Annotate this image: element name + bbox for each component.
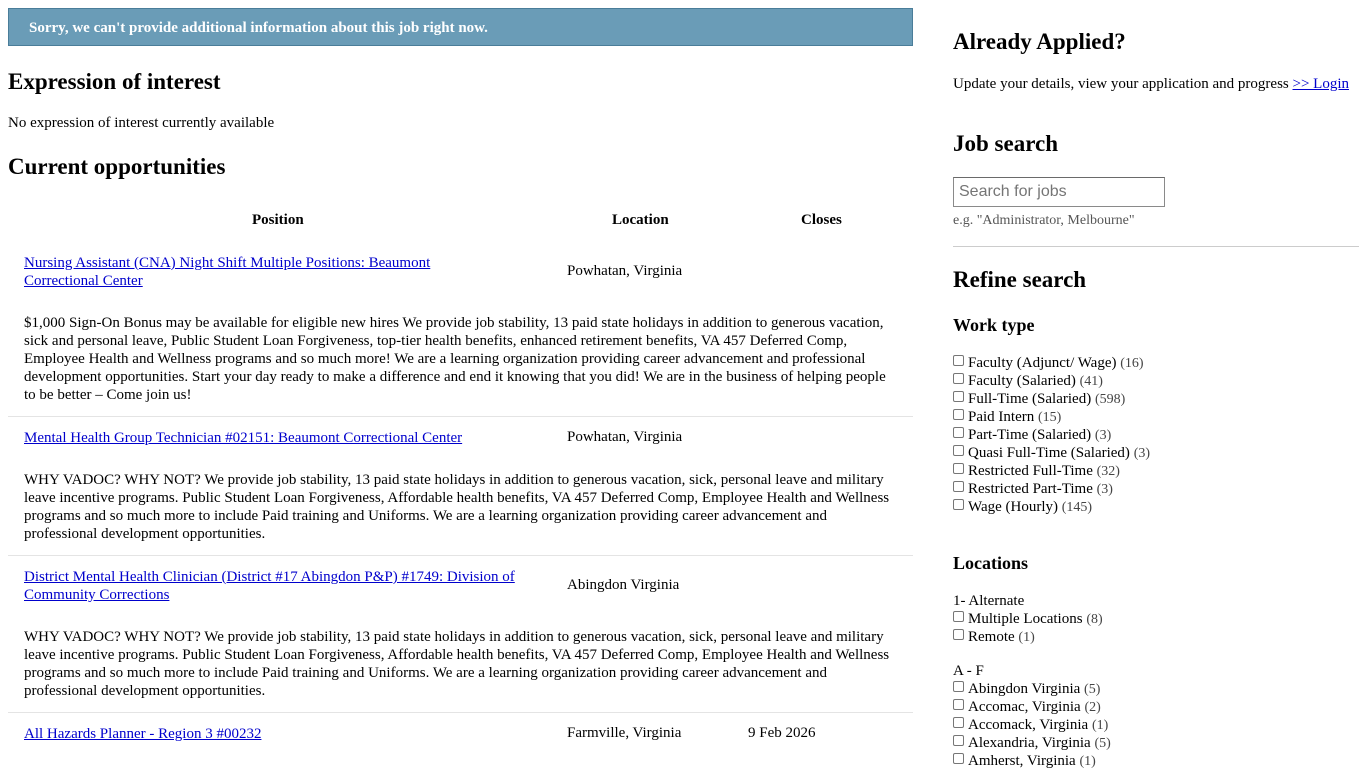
search-hint: e.g. "Administrator, Melbourne" [953, 213, 1135, 228]
work-type-count: (15) [1037, 410, 1062, 425]
job-title-link[interactable]: Nursing Assistant (CNA) Night Shift Multiple Positions: Beaumont Correctional Center [24, 255, 431, 289]
eoi-heading: Expression of interest [8, 69, 221, 94]
work-type-heading: Work type [953, 315, 1035, 335]
work-type-count: (145) [1061, 500, 1093, 515]
column-closes: Closes [801, 212, 842, 228]
work-type-label: Full-Time (Salaried) [968, 391, 1092, 407]
already-applied-text [953, 75, 1353, 93]
location-count: (8) [1086, 612, 1103, 627]
main-content [8, 8, 913, 742]
work-type-count: (16) [1120, 356, 1144, 371]
location-label: Remote [968, 629, 1015, 645]
location-group-label: A - F [953, 663, 984, 679]
location-option[interactable] [953, 752, 1111, 770]
job-title-link[interactable]: District Mental Health Clinician (District #17 Abingdon P&P) #1749: Division of Community Corrections [24, 569, 515, 603]
row-divider [8, 555, 913, 556]
location-list [953, 610, 1103, 646]
location-label: Accomac, Virginia [968, 699, 1081, 715]
checkbox[interactable] [953, 373, 964, 384]
job-description: WHY VADOC? WHY NOT? We provide job stability, 13 paid state holidays in addition to generous vacation, sick, personal leave and military leave incentive programs. Public Student Loan Forgiveness, Affordable health benefits, VA 457 Deferred Comp, Employee Health and Wellness programs and so much more to include Paid training and Uniforms. We are a learning organization providing career advancement and professional development opportunities. [24, 629, 890, 699]
work-type-label: Wage (Hourly) [968, 499, 1059, 515]
work-type-option[interactable] [953, 498, 1150, 516]
work-type-option[interactable] [953, 426, 1150, 444]
jobs-table-header [8, 212, 913, 230]
search-input[interactable] [953, 177, 1165, 207]
work-type-option[interactable] [953, 480, 1150, 498]
column-position: Position [252, 212, 304, 228]
eoi-text: No expression of interest currently available [8, 115, 275, 131]
work-type-count: (3) [1096, 482, 1113, 497]
login-link[interactable]: >> Login [1292, 76, 1349, 92]
checkbox[interactable] [953, 499, 964, 510]
already-applied-description: Update your details, view your application and progress [953, 76, 1293, 92]
job-location: Powhatan, Virginia [567, 263, 683, 279]
checkbox[interactable] [953, 699, 964, 710]
location-option[interactable] [953, 698, 1111, 716]
job-closes: 9 Feb 2026 [748, 725, 816, 741]
job-location: Abingdon Virginia [567, 577, 680, 593]
job-location: Powhatan, Virginia [567, 429, 683, 445]
sidebar-divider [953, 246, 1359, 247]
checkbox[interactable] [953, 355, 964, 366]
work-type-count: (41) [1079, 374, 1103, 389]
checkbox[interactable] [953, 629, 964, 640]
location-option[interactable] [953, 610, 1103, 628]
job-row [8, 725, 913, 745]
work-type-label: Restricted Full-Time [968, 463, 1093, 479]
already-applied-heading: Already Applied? [953, 29, 1126, 54]
location-count: (2) [1084, 700, 1101, 715]
location-count: (5) [1094, 736, 1111, 751]
location-option[interactable] [953, 680, 1111, 698]
work-type-option[interactable] [953, 390, 1150, 408]
work-type-option[interactable] [953, 462, 1150, 480]
location-count: (5) [1084, 682, 1101, 697]
job-title-link[interactable]: All Hazards Planner - Region 3 #00232 [24, 726, 262, 742]
column-location: Location [612, 212, 669, 228]
checkbox[interactable] [953, 463, 964, 474]
location-label: Multiple Locations [968, 611, 1083, 627]
job-row [8, 254, 913, 294]
location-count: (1) [1079, 754, 1096, 769]
location-count: (1) [1091, 718, 1109, 733]
work-type-list [953, 354, 1150, 516]
row-divider [8, 416, 913, 417]
job-row [8, 568, 913, 608]
checkbox[interactable] [953, 735, 964, 746]
checkbox[interactable] [953, 391, 964, 402]
work-type-label: Faculty (Adjunct/ Wage) [968, 355, 1117, 371]
work-type-count: (32) [1096, 464, 1120, 479]
checkbox[interactable] [953, 445, 964, 456]
location-label: Alexandria, Virginia [968, 735, 1091, 751]
checkbox[interactable] [953, 717, 964, 728]
location-label: Amherst, Virginia [968, 753, 1076, 769]
location-count: (1) [1018, 630, 1035, 645]
work-type-count: (3) [1133, 446, 1151, 461]
job-search-heading: Job search [953, 131, 1058, 156]
work-type-option[interactable] [953, 444, 1150, 462]
location-option[interactable] [953, 628, 1103, 646]
error-banner: Sorry, we can't provide additional information about this job right now. [8, 8, 913, 46]
location-option[interactable] [953, 716, 1111, 734]
work-type-option[interactable] [953, 408, 1150, 426]
job-title-link[interactable]: Mental Health Group Technician #02151: Beaumont Correctional Center [24, 430, 463, 446]
work-type-label: Paid Intern [968, 409, 1035, 425]
location-label: Abingdon Virginia [968, 681, 1081, 697]
job-row [8, 429, 913, 449]
location-option[interactable] [953, 734, 1111, 752]
work-type-label: Part-Time (Salaried) [968, 427, 1092, 443]
job-location: Farmville, Virginia [567, 725, 682, 741]
work-type-count: (3) [1094, 428, 1112, 443]
checkbox[interactable] [953, 611, 964, 622]
location-list [953, 680, 1111, 770]
checkbox[interactable] [953, 481, 964, 492]
work-type-label: Restricted Part-Time [968, 481, 1093, 497]
work-type-option[interactable] [953, 372, 1150, 390]
job-description: $1,000 Sign-On Bonus may be available for eligible new hires We provide job stability, 13 paid state holidays in addition to generous vacation, sick and personal leave, Public Student Loan Forgiveness, top-tier health benefits, enhanced retirement benefits, VA 457 Deferred Comp, Employee Health and Wellness programs and so much more! We are a learning organization providing career advancement and professional development opportunities. Start your day ready to make a difference and end it knowing that you did! We are in the business of helping people to be better – Come join us! [24, 315, 886, 403]
checkbox[interactable] [953, 427, 964, 438]
location-label: Accomack, Virginia [968, 717, 1089, 733]
work-type-label: Faculty (Salaried) [968, 373, 1076, 389]
opportunities-heading: Current opportunities [8, 154, 226, 179]
work-type-count: (598) [1094, 392, 1126, 407]
refine-search-heading: Refine search [953, 267, 1087, 292]
location-group-label: 1- Alternate [953, 593, 1025, 609]
checkbox[interactable] [953, 753, 964, 764]
checkbox[interactable] [953, 409, 964, 420]
checkbox[interactable] [953, 681, 964, 692]
row-divider [8, 712, 913, 713]
work-type-label: Quasi Full-Time (Salaried) [968, 445, 1130, 461]
job-description: WHY VADOC? WHY NOT? We provide job stability, 13 paid state holidays in addition to generous vacation, sick, personal leave and military leave incentive programs. Public Student Loan Forgiveness, Affordable health benefits, VA 457 Deferred Comp, Employee Health and Wellness programs and so much more to include Paid training and Uniforms. We are a learning organization providing career advancement and professional development opportunities. [24, 472, 890, 542]
locations-heading: Locations [953, 553, 1029, 573]
work-type-option[interactable] [953, 354, 1150, 372]
